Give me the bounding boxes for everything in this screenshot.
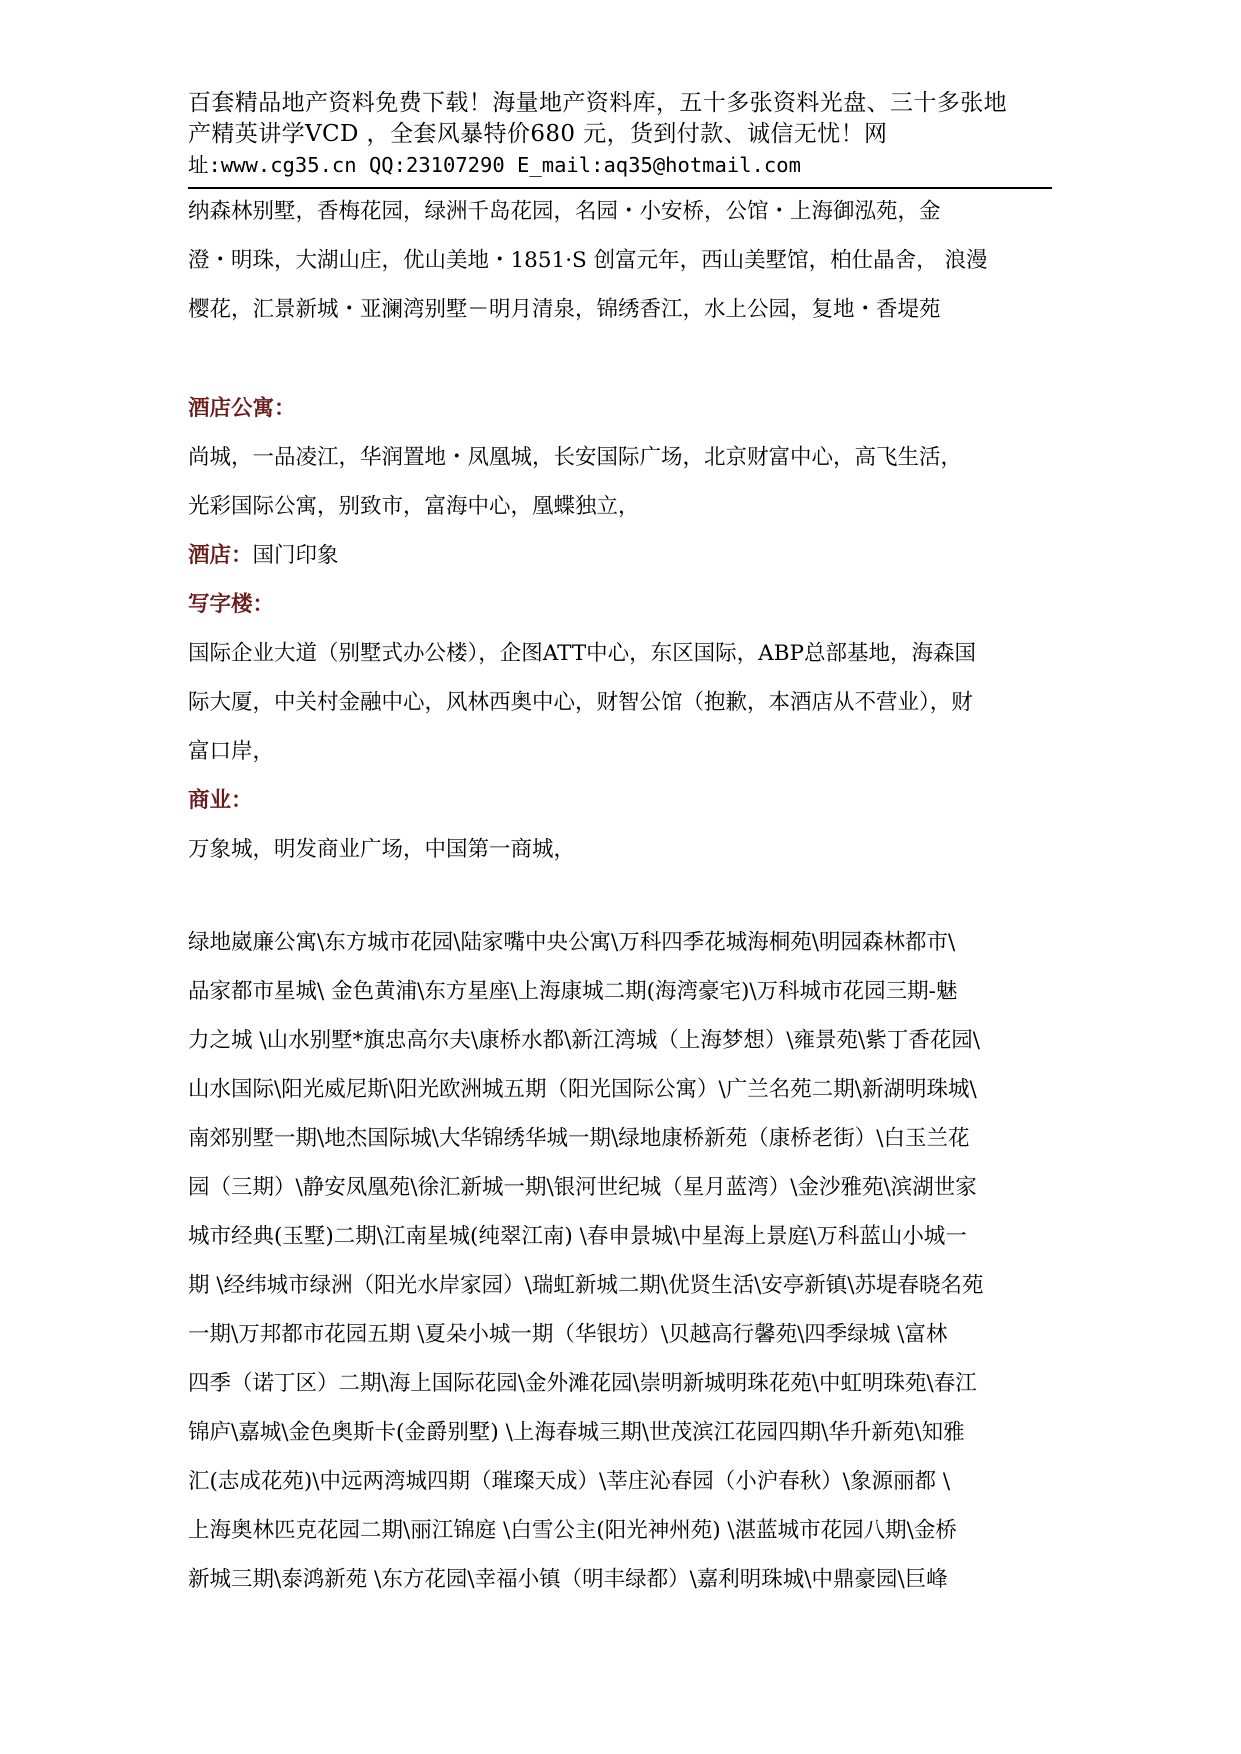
page-header: [188, 88, 1052, 181]
project-line: 城市经典(玉墅)二期\江南星城(纯翠江南) \春申景城\中星海上景庭\万科蓝山小城一: [188, 1224, 967, 1249]
project-line: 品家都市星城\ 金色黄浦\东方星座\上海康城二期(海湾豪宅)\万科城市花园三期-魅: [188, 979, 958, 1004]
section-heading: 写字楼：: [188, 592, 275, 617]
villa-line: 澄・明珠，大湖山庄，优山美地・1851·S 创富元年，西山美墅馆，柏仕晶舍， 浪漫: [188, 248, 988, 273]
section-line: 际大厦，中关村金融中心，风林西奥中心，财智公馆（抱歉，本酒店从不营业），财: [188, 690, 973, 715]
project-line: 上海奥林匹克花园二期\丽江锦庭 \白雪公主(阳光神州苑) \湛蓝城市花园八期\金桥: [188, 1518, 957, 1543]
section-line: 富口岸，: [188, 739, 275, 764]
project-line: 绿地崴廉公寓\东方城市花园\陆家嘴中央公寓\万科四季花城海桐苑\明园森林都市\: [188, 930, 956, 955]
villa-line: 纳森林别墅，香梅花园，绿洲千岛花园，名园・小安桥，公馆・上海御泓苑，金: [188, 199, 941, 224]
project-line: 四季（诺丁区）二期\海上国际花园\金外滩花园\崇明新城明珠花苑\中虹明珠苑\春江: [188, 1371, 977, 1396]
project-line: 一期\万邦都市花园五期 \夏朵小城一期（华银坊）\贝越高行馨苑\四季绿城 \富林: [188, 1322, 948, 1347]
project-line: 新城三期\泰鸿新苑 \东方花园\幸福小镇（明丰绿都）\嘉利明珠城\中鼎豪园\巨峰: [188, 1567, 948, 1592]
project-line: 力之城 \山水别墅*旗忠高尔夫\康桥水都\新江湾城（上海梦想）\雍景苑\紫丁香花园\: [188, 1028, 981, 1053]
project-line: 南郊别墅一期\地杰国际城\大华锦绣华城一期\绿地康桥新苑（康桥老街）\白玉兰花: [188, 1126, 970, 1151]
section-line: 国际企业大道（别墅式办公楼），企图ATT中心，东区国际，ABP总部基地，海森国: [188, 641, 976, 666]
commercial-section: [188, 776, 575, 874]
section-heading: 商业：: [188, 788, 253, 813]
header-contact-line: 址:www.cg35.cn QQ:23107290 E_mail:aq35@hotmail.com: [188, 153, 801, 177]
section-line: 尚城，一品凌江，华润置地・凤凰城，长安国际广场，北京财富中心，高飞生活，: [188, 445, 963, 470]
project-line: 山水国际\阳光威尼斯\阳光欧洲城五期（阳光国际公寓）\广兰名苑二期\新湖明珠城\: [188, 1077, 977, 1102]
section-text: 国门印象: [252, 543, 339, 568]
project-line: 园（三期）\静安凤凰苑\徐汇新城一期\银河世纪城（星月蓝湾）\金沙雅苑\滨湖世家: [188, 1175, 977, 1200]
section-line: 万象城，明发商业广场，中国第一商城，: [188, 837, 576, 862]
header-ad-line-2: 产精英讲学VCD ，全套风暴特价680 元，货到付款、诚信无忧！网: [188, 121, 888, 147]
villa-list: [188, 187, 987, 334]
section-heading: 酒店：: [188, 543, 253, 568]
project-list: [188, 918, 984, 1604]
project-line: 汇(志成花苑)\中远两湾城四期（璀璨天成）\莘庄沁春园（小沪春秋）\象源丽都 \: [188, 1469, 951, 1494]
section-line: 光彩国际公寓，别致市，富海中心，凰蝶独立，: [188, 494, 640, 519]
project-line: 期 \经纬城市绿洲（阳光水岸家园）\瑞虹新城二期\优贤生活\安亭新镇\苏堤春晓名苑: [188, 1273, 984, 1298]
office-section: [188, 580, 976, 776]
hotel-apartment-section: [188, 384, 962, 531]
project-line: 锦庐\嘉城\金色奥斯卡(金爵别墅) \上海春城三期\世茂滨江花园四期\华升新苑\知雅: [188, 1420, 965, 1445]
section-heading: 酒店公寓：: [188, 396, 296, 421]
hotel-section: [188, 531, 339, 580]
villa-line: 樱花，汇景新城・亚澜湾别墅－明月清泉，锦绣香江，水上公园，复地・香堤苑: [188, 297, 941, 322]
header-ad-line-1: 百套精品地产资料免费下载！海量地产资料库，五十多张资料光盘、三十多张地: [188, 90, 1007, 116]
